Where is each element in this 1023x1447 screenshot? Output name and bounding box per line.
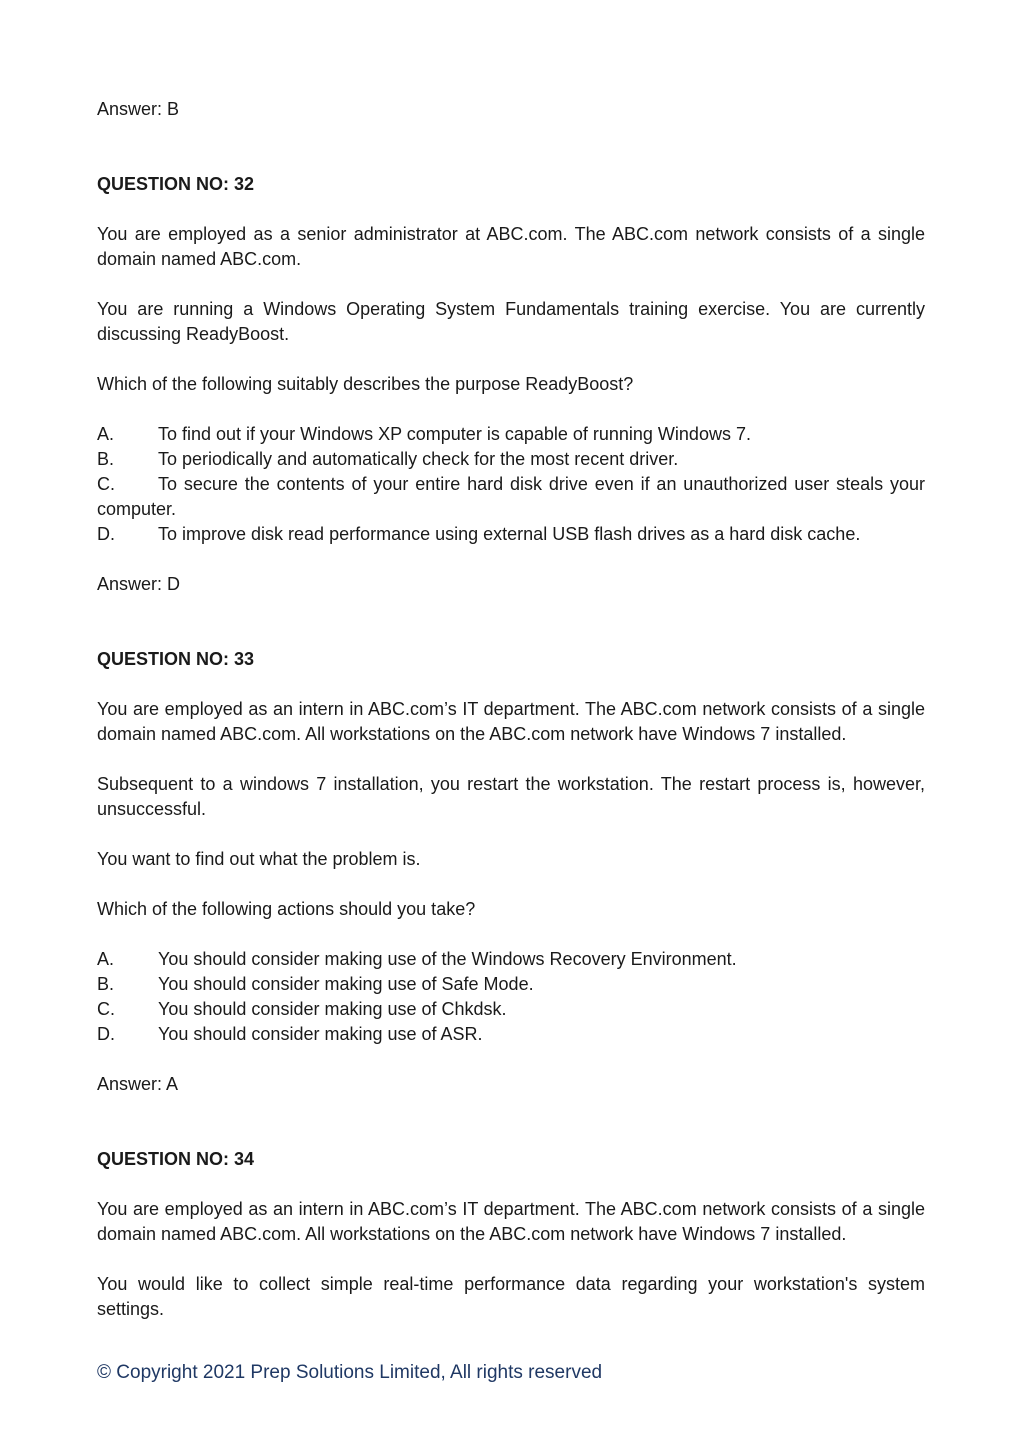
option-text: You should consider making use of Chkdsk. — [158, 999, 507, 1019]
option-letter: D. — [97, 524, 115, 544]
question-33-option-c — [97, 997, 925, 1022]
option-letter: A. — [97, 949, 115, 969]
question-33-option-b — [97, 972, 925, 997]
option-letter: B. — [97, 974, 115, 994]
question-33-paragraph-2: Subsequent to a windows 7 installation, you restart the workstation. The restart process is, however, unsuccessful. — [97, 774, 925, 819]
option-text: To find out if your Windows XP computer is capable of running Windows 7. — [158, 424, 751, 444]
question-34-paragraph-2: You would like to collect simple real-time performance data regarding your workstation's system settings. — [97, 1274, 925, 1319]
question-33-options — [97, 947, 925, 1047]
option-letter: A. — [97, 424, 115, 444]
question-32-options — [97, 422, 925, 547]
document-page — [97, 97, 925, 1322]
option-text: To secure the contents of your entire hard disk drive even if an unauthorized user steals your computer. — [97, 474, 925, 519]
answer-31: Answer: B — [97, 99, 180, 119]
question-32-option-c — [97, 472, 925, 522]
question-32-paragraph-2: You are running a Windows Operating System Fundamentals training exercise. You are currently discussing ReadyBoost. — [97, 299, 925, 344]
question-34-heading: QUESTION NO: 34 — [97, 1149, 255, 1169]
question-32-answer: Answer: D — [97, 574, 181, 594]
option-text: You should consider making use of ASR. — [158, 1024, 483, 1044]
question-33-heading: QUESTION NO: 33 — [97, 649, 255, 669]
question-32-option-d — [97, 522, 925, 547]
question-32-paragraph-1: You are employed as a senior administrator at ABC.com. The ABC.com network consists of a single domain named ABC.com. — [97, 224, 925, 269]
question-33-paragraph-3: You want to find out what the problem is. — [97, 849, 421, 869]
question-33-prompt: Which of the following actions should you take? — [97, 899, 476, 919]
option-letter: D. — [97, 1024, 115, 1044]
question-33-paragraph-1: You are employed as an intern in ABC.com’s IT department. The ABC.com network consists of a single domain named ABC.com. All workstations on the ABC.com network have Windows 7 installed. — [97, 699, 925, 744]
question-32-heading: QUESTION NO: 32 — [97, 174, 255, 194]
question-33-option-d — [97, 1022, 925, 1047]
question-33-option-a — [97, 947, 925, 972]
option-text: You should consider making use of Safe Mode. — [158, 974, 534, 994]
question-32-option-b — [97, 447, 925, 472]
question-32-prompt: Which of the following suitably describes the purpose ReadyBoost? — [97, 374, 634, 394]
copyright-footer: © Copyright 2021 Prep Solutions Limited, All rights reserved — [97, 1362, 603, 1383]
option-letter: C. — [97, 474, 115, 494]
question-33-answer: Answer: A — [97, 1074, 179, 1094]
option-text: To periodically and automatically check for the most recent driver. — [158, 449, 679, 469]
option-letter: B. — [97, 449, 115, 469]
option-text: To improve disk read performance using external USB flash drives as a hard disk cache. — [158, 524, 861, 544]
question-34-paragraph-1: You are employed as an intern in ABC.com’s IT department. The ABC.com network consists of a single domain named ABC.com. All workstations on the ABC.com network have Windows 7 installed. — [97, 1199, 925, 1244]
option-text: You should consider making use of the Windows Recovery Environment. — [158, 949, 737, 969]
question-32-option-a — [97, 422, 925, 447]
option-letter: C. — [97, 999, 115, 1019]
